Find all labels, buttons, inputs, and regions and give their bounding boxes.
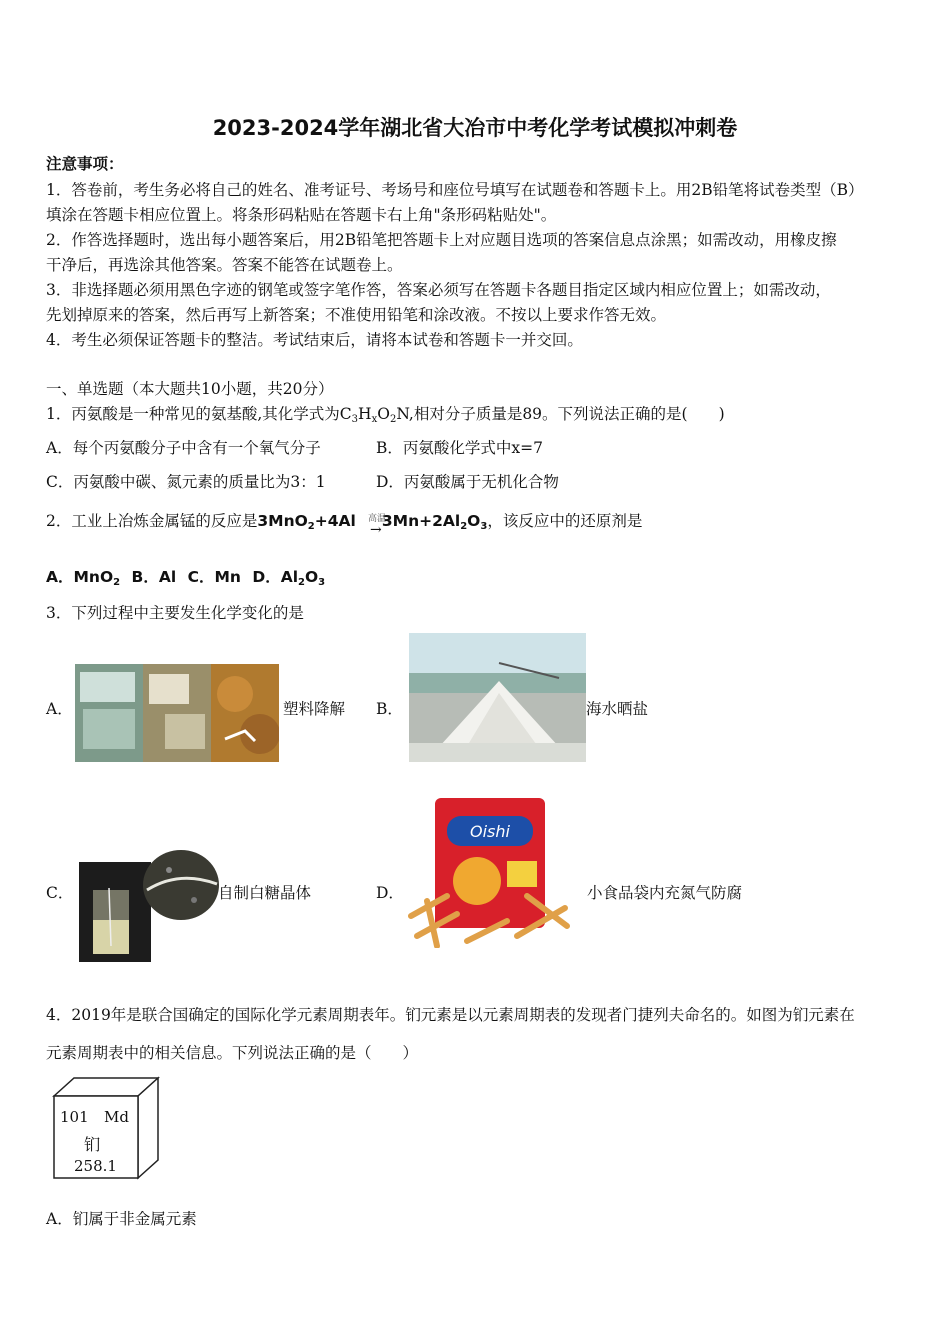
question-1-stem: 1．丙氨酸是一种常见的氨基酸,其化学式为$C_3H_xO_2N$,相对分子质量是89。下列说法正确的是( ) <box>46 405 725 425</box>
snack-bag-photo <box>407 796 571 948</box>
notice-line: 干净后，再选涂其他答案。答案不能答在试题卷上。 <box>46 256 403 274</box>
notice-line: 2．作答选择题时，选出每小题答案后，用2B铅笔把答题卡上对应题目选项的答案信息点涂黑；如需改动，用橡皮擦 <box>46 231 837 249</box>
chemical-formula: $C_3H_xO_2N$ <box>339 405 409 425</box>
q3-option-b-caption: 海水晒盐 <box>586 700 649 718</box>
question-4-line-1: 4．2019年是联合国确定的国际化学元素周期表年。钔元素是以元素周期表的发现者门捷列夫命名的。如图为钔元素在 <box>46 1006 855 1024</box>
q3-option-a-letter: A． <box>46 700 73 718</box>
q1-option-d: D．丙氨酸属于无机化合物 <box>376 473 559 491</box>
section-heading: 一、单选题（本大题共10小题，共20分） <box>46 380 334 398</box>
q1-option-a: A．每个丙氨酸分子中含有一个氧气分子 <box>46 439 321 457</box>
notice-line: 填涂在答题卡相应位置上。将条形码粘贴在答题卡右上角"条形码粘贴处"。 <box>46 206 557 224</box>
sea-salt-photo <box>409 633 586 762</box>
q3-option-d-letter: D． <box>376 884 404 902</box>
q2-option-d: D．$Al_2O_3$ <box>252 568 326 588</box>
element-symbol: Md <box>104 1108 129 1126</box>
element-atomic-mass: 258.1 <box>74 1157 117 1175</box>
q2-option-a: A．MnO$_2$ <box>46 568 121 588</box>
equation-reactants: 3MnO$_2$+4Al <box>257 512 356 532</box>
q4-option-a: A．钔属于非金属元素 <box>46 1210 197 1228</box>
equation-products: $3Mn+2Al_2O_3$ <box>381 512 488 532</box>
reaction-condition: 高温 <box>368 514 387 524</box>
q1-option-c: C．丙氨酸中碳、氮元素的质量比为3：1 <box>46 473 326 491</box>
question-4-line-2: 元素周期表中的相关信息。下列说法正确的是（ ） <box>46 1044 419 1062</box>
q2-option-b: B．Al <box>131 568 177 586</box>
notice-heading: 注意事项： <box>46 154 124 173</box>
plastic-degradation-photo <box>75 664 279 762</box>
q2-option-c: C．Mn <box>187 568 241 586</box>
snack-bag-brand: Oishi <box>470 822 510 841</box>
q3-option-a-caption: 塑料降解 <box>283 700 346 718</box>
element-name: 钔 <box>84 1135 101 1154</box>
page-title: 2023-2024学年湖北省大冶市中考化学考试模拟冲刺卷 <box>212 116 738 140</box>
notice-line: 先划掉原来的答案，然后再写上新答案；不准使用铅笔和涂改液。不按以上要求作答无效。 <box>46 306 667 324</box>
q3-option-c-letter: C． <box>46 884 74 902</box>
question-2-stem: 2．工业上冶炼金属锰的反应是3MnO$_2$+4Al $3Mn+2Al_2O_3$，该反应中的还原剂是 <box>46 512 643 532</box>
element-atomic-number: 101 <box>60 1108 89 1126</box>
q2-options <box>46 565 325 587</box>
q1-option-b: B．丙氨酸化学式中x=7 <box>376 439 543 457</box>
notice-line: 1．答卷前，考生务必将自己的姓名、准考证号、考场号和座位号填写在试题卷和答题卡上。用2B铅笔将试卷类型（B） <box>46 181 864 199</box>
question-3-stem: 3．下列过程中主要发生化学变化的是 <box>46 604 304 622</box>
q3-option-d-caption: 小食品袋内充氮气防腐 <box>587 884 743 902</box>
notice-line: 4．考生必须保证答题卡的整洁。考试结束后，请将本试卷和答题卡一并交回。 <box>46 331 583 349</box>
sugar-crystal-photo <box>79 850 219 962</box>
notice-line: 3．非选择题必须用黑色字迹的钢笔或签字笔作答，答案必须写在答题卡各题目指定区域内相应位置上；如需改动， <box>46 281 831 299</box>
q3-option-b-letter: B． <box>376 700 403 718</box>
q3-option-c-caption: 自制白糖晶体 <box>218 884 312 902</box>
reaction-arrow: → <box>370 522 382 538</box>
